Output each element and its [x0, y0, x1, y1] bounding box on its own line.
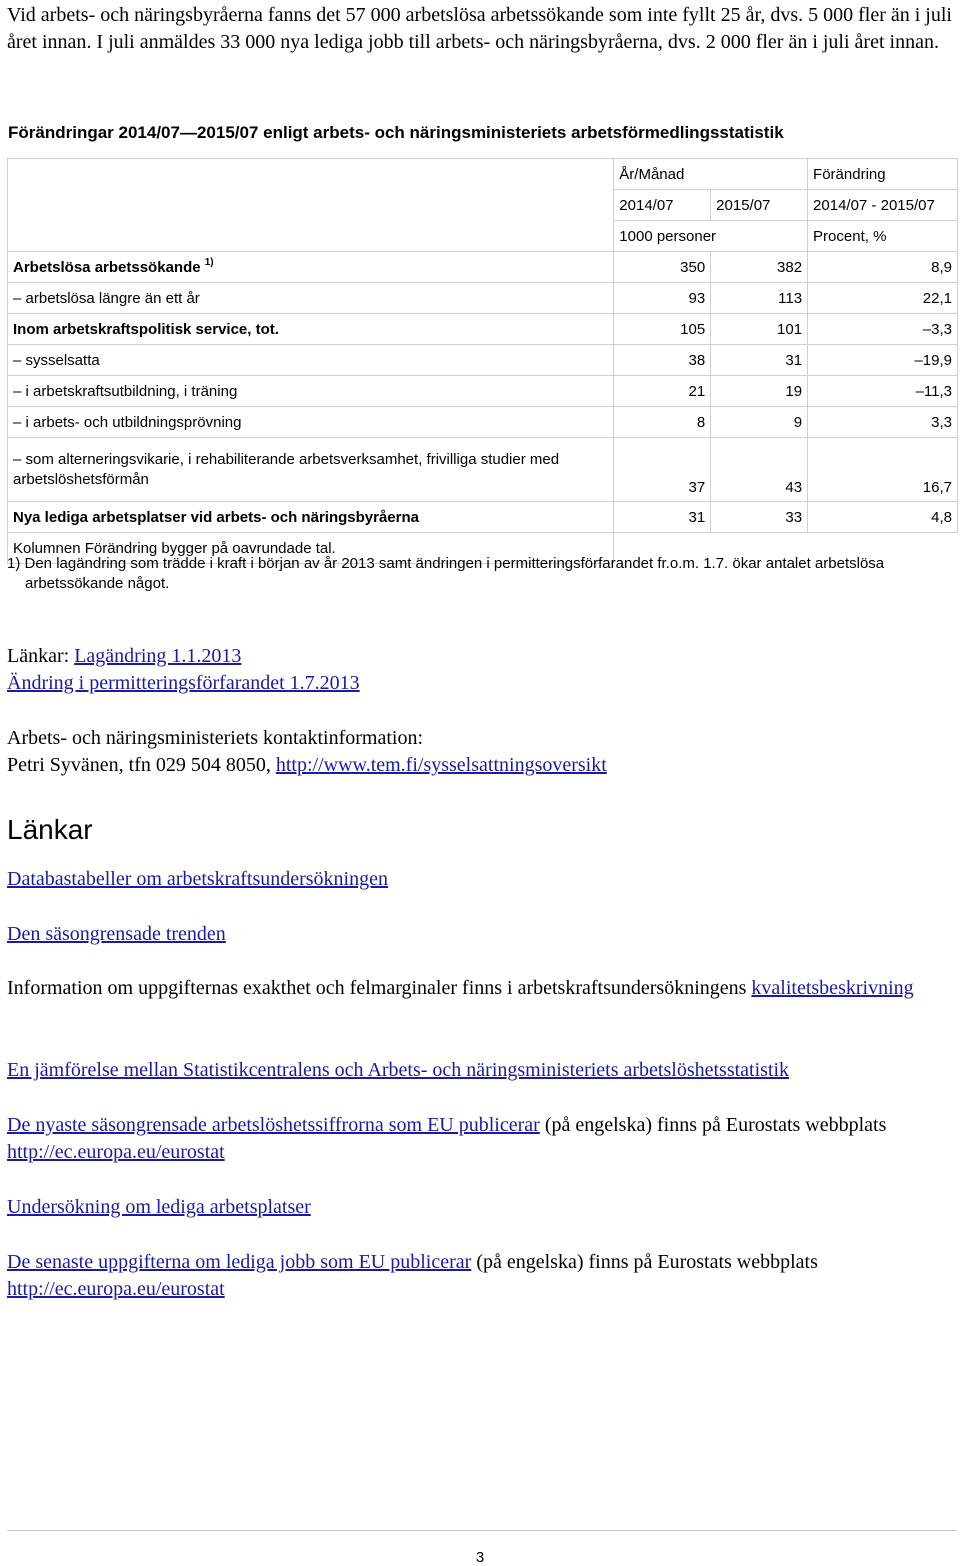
row-change: 4,8	[808, 502, 958, 533]
link-permittering[interactable]: Ändring i permitteringsförfarandet 1.7.2013	[7, 672, 360, 694]
row-value-2014: 38	[614, 345, 711, 376]
row-value-2015: 101	[711, 314, 808, 345]
table-note: Kolumnen Förändring bygger på oavrundade tal.	[8, 533, 614, 564]
link-vacancy-block	[7, 1194, 957, 1221]
table-title: Förändringar 2014/07—2015/07 enligt arbets- och näringsministeriets arbetsförmedlingsstatistik	[8, 123, 784, 142]
contact-line	[7, 752, 957, 779]
eu-jobs-text: (på engelska) finns på Eurostats webbplats	[471, 1251, 818, 1273]
row-label: – som alterneringsvikarie, i rehabiliterande arbetsverksamhet, frivilliga studier med arbetslöshetsförmån	[8, 438, 614, 502]
link-comparison[interactable]: En jämförelse mellan Statistikcentralens och Arbets- och näringsministeriets arbetslöshetsstatistik	[7, 1059, 790, 1081]
row-value-2015: 9	[711, 407, 808, 438]
statistics-table	[7, 158, 958, 564]
table-row	[8, 314, 958, 345]
links-line	[7, 643, 957, 697]
eu-unemployment-paragraph	[7, 1112, 957, 1166]
row-value-2015: 382	[711, 252, 808, 283]
contact-block	[7, 725, 957, 779]
quality-text: Information om uppgifternas exakthet och felmarginaler finns i arbetskraftsundersökningens	[7, 977, 752, 999]
row-value-2015: 33	[711, 502, 808, 533]
link-comparison-block	[7, 1057, 957, 1084]
row-value-2014: 8	[614, 407, 711, 438]
row-change: –11,3	[808, 376, 958, 407]
row-label: Arbetslösa arbetssökande $^{1)}$	[8, 252, 614, 283]
table-footnote	[7, 554, 957, 594]
footnote-text: 1) Den lagändring som trädde i kraft i början av år 2013 samt ändringen i permitteringsförfarandet fr.o.m. 1.7. ökar antalet arbetslösa arbetssökande något.	[7, 555, 885, 592]
row-change: 8,9	[808, 252, 958, 283]
contact-url-link[interactable]: http://www.tem.fi/sysselsattningsoversikt	[275, 754, 607, 776]
table-row	[8, 345, 958, 376]
row-value-2014: 31	[614, 502, 711, 533]
header-unit-persons: 1000 personer	[614, 221, 808, 252]
row-value-2014: 37	[614, 438, 711, 502]
link-databases-block	[7, 866, 957, 893]
link-eurostat[interactable]: http://ec.europa.eu/eurostat	[7, 1141, 225, 1163]
table-row	[8, 283, 958, 314]
link-databases[interactable]: Databastabeller om arbetskraftsundersökningen	[7, 868, 388, 890]
links-prefix: Länkar:	[7, 645, 75, 667]
row-change: 16,7	[808, 438, 958, 502]
contact-title: Arbets- och näringsministeriets kontaktinformation:	[7, 727, 424, 749]
link-trend[interactable]: Den säsongrensade trenden	[7, 923, 226, 945]
header-col-change: 2014/07 - 2015/07	[808, 190, 958, 221]
page-footer-divider	[7, 1530, 957, 1531]
contact-person: Petri Syvänen, tfn 029 504 8050,	[7, 754, 276, 776]
row-label: – arbetslösa längre än ett år	[8, 283, 614, 314]
row-value-2014: 105	[614, 314, 711, 345]
header-period-label: År/Månad	[614, 159, 808, 190]
row-value-2014: 93	[614, 283, 711, 314]
row-label: – i arbets- och utbildningsprövning	[8, 407, 614, 438]
table-row	[8, 252, 958, 283]
row-label: – sysselsatta	[8, 345, 614, 376]
header-unit-percent: Procent, %	[808, 221, 958, 252]
header-col-2014: 2014/07	[614, 190, 711, 221]
eu-jobs-paragraph	[7, 1249, 957, 1303]
link-eurostat[interactable]: http://ec.europa.eu/eurostat	[7, 1278, 225, 1300]
row-change: –19,9	[808, 345, 958, 376]
row-label: – i arbetskraftsutbildning, i träning	[8, 376, 614, 407]
row-label: Nya lediga arbetsplatser vid arbets- och näringsbyråerna	[8, 502, 614, 533]
row-value-2015: 19	[711, 376, 808, 407]
row-value-2014: 21	[614, 376, 711, 407]
quality-paragraph	[7, 975, 957, 1002]
row-value-2015: 113	[711, 283, 808, 314]
row-label: Inom arbetskraftspolitisk service, tot.	[8, 314, 614, 345]
row-value-2015: 31	[711, 345, 808, 376]
row-change: 3,3	[808, 407, 958, 438]
table-row	[8, 502, 958, 533]
link-quality-description[interactable]: kvalitetsbeskrivning	[751, 977, 914, 999]
eu-unemployment-text: (på engelska) finns på Eurostats webbplats	[539, 1114, 887, 1136]
link-trend-block	[7, 921, 957, 948]
intro-paragraph: Vid arbets- och näringsbyråerna fanns det 57 000 arbetslösa arbetssökande som inte fyllt 25 år, dvs. 5 000 fler än i juli året innan. I juli anmäldes 33 000 nya lediga jobb till arbets- och näringsbyråerna, dvs. 2 000 fler än i juli året innan.	[7, 4, 952, 53]
table-header-empty	[8, 159, 614, 252]
footnote-marker: 1)	[204, 256, 214, 268]
row-value-2015: 43	[711, 438, 808, 502]
link-lagandring[interactable]: Lagändring 1.1.2013	[74, 645, 242, 667]
table-header-row	[8, 159, 958, 190]
table-row	[8, 407, 958, 438]
page-number: 3	[475, 1549, 485, 1566]
link-eu-unemployment[interactable]: De nyaste säsongrensade arbetslöshetssiffrorna som EU publicerar	[7, 1114, 540, 1136]
row-value-2014: 350	[614, 252, 711, 283]
table-row	[8, 438, 958, 502]
header-change-label: Förändring	[808, 159, 958, 190]
links-line-second	[7, 670, 957, 697]
links-line-first	[7, 643, 957, 670]
links-section-heading: Länkar	[7, 814, 93, 845]
row-change: 22,1	[808, 283, 958, 314]
link-vacancy-survey[interactable]: Undersökning om lediga arbetsplatser	[7, 1196, 311, 1218]
header-col-2015: 2015/07	[711, 190, 808, 221]
link-eu-jobs[interactable]: De senaste uppgifterna om lediga jobb som EU publicerar	[7, 1251, 472, 1273]
table-row	[8, 376, 958, 407]
row-change: –3,3	[808, 314, 958, 345]
